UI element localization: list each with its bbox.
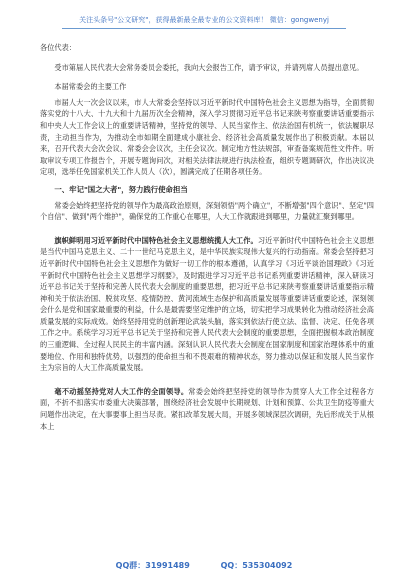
- footer-qq-group[interactable]: QQ群：31991489: [115, 561, 190, 570]
- intro-paragraph: 受市第届人民代表大会常务委员会委托，我向大会报告工作，请予审议，并请列席人员提出意见。: [54, 62, 364, 72]
- salutation: 各位代表：: [40, 43, 76, 52]
- paragraph-thought-guidance: [40, 235, 374, 374]
- section-main-title: 本届常委会的主要工作: [54, 82, 127, 92]
- paragraph-text: 常委会始终把坚持党的领导作为贯穿人大工作全过程各方面，不折不扣落实市委重大决策部署，围绕经济社会发展中长期规划、计划和预算、公共卫生防疫等重大问题作出决定，在大事要事上担当尽责。紧扣改革发展大局，开展多领域深层次调研，先后形成关于从根本上: [40, 386, 374, 431]
- paragraph-lead-bold: 旗帜鲜明用习近平新时代中国特色社会主义思想统揽人大工作。: [54, 235, 258, 245]
- paragraph-leadership-commitment: [40, 386, 374, 432]
- paragraph-overview: 市届人大一次会议以来，市人大常委会坚持以习近平新时代中国特色社会主义思想为指导，全面贯彻落实党的十八大、十九大和十九届历次全会精神，深入学习贯彻习近平总书记来陕考察重要讲话重要指示和中央人大工作会议上的重要讲话精神，坚持党的领导、人民当家作主、依法治国有机统一，依法履职尽责，主动担当作为，为推动全市如期全面建成小康社会、经济社会高质量发展作出了积极贡献。本届以来，召开代表大会次会议、常委会会议次，主任会议次。制定地方性法规部，审查备案规范性文件件。听取审议专项工作报告个，开展专题询问次，对相关法律法规进行执法检查，组织专题调研次，作出决议决定项，选举任免国家机关工作人员人（次），圆满完成了任期各项任务。: [40, 97, 374, 177]
- document-body: [40, 38, 374, 432]
- section-heading-1: 一、牢记"国之大者"，努力践行使命担当: [54, 184, 188, 194]
- header-banner[interactable]: 关注头条号"公文研究"，获得最新最全最专业的公文资料库！ 微信：gongwenyj: [62, 14, 346, 29]
- footer-contact: [0, 560, 408, 572]
- footer-qq[interactable]: QQ：535304092: [220, 561, 293, 570]
- paragraph-party-leadership: 常委会始终把坚持党的领导作为最高政治原则，深刻领悟"两个确立"，不断增强"四个意识"、坚定"四个自信"、做到"两个维护"，确保党的工作重心在哪里，人大工作就跟进到哪里，力量就汇聚到哪里。: [40, 200, 374, 222]
- paragraph-lead-bold: 毫不动摇坚持党对人大工作的全面领导。: [54, 386, 189, 396]
- paragraph-text: 习近平新时代中国特色社会主义思想是当代中国马克思主义、二十一世纪马克思主义，是中华民族实现伟大复兴的行动指南。常委会坚持把习近平新时代中国特色社会主义思想作为做好一切工作的根本遵循，认真学习《习近平谈治国理政》《习近平新时代中国特色社会主义思想学习纲要》，及时跟进学习习近平总书记系列重要讲话精神，深入研读习近平总书记关于坚持和完善人民代表大会制度的重要思想，把习近平总书记来陕考察重要讲话重要指示精神和关于依法治国、脱贫攻坚、疫情防控、黄河流域生态保护和高质量发展等重要讲话重要论述，深刻领会什么是党和国家最重要的利益，什么是最需要坚定维护的立场，切实把学习成果转化为推动经济社会高质量发展的实际成效。始终坚持用党的创新理论武装头脑，落实到依法行使立法、监督、决定、任免各项工作之中。系统学习习近平总书记关于坚持和完善人民代表大会制度的重要思想，全面把握根本政治制度的三重逻辑、全过程人民民主的丰富内涵。深刻认识人民代表大会制度在国家制度和国家治理体系中的重要地位、作用和独特优势，以强烈的使命担当和不畏艰难的精神状态，努力推动以保证和发展人民当家作主为宗旨的人大工作高质量发展。: [40, 235, 374, 373]
